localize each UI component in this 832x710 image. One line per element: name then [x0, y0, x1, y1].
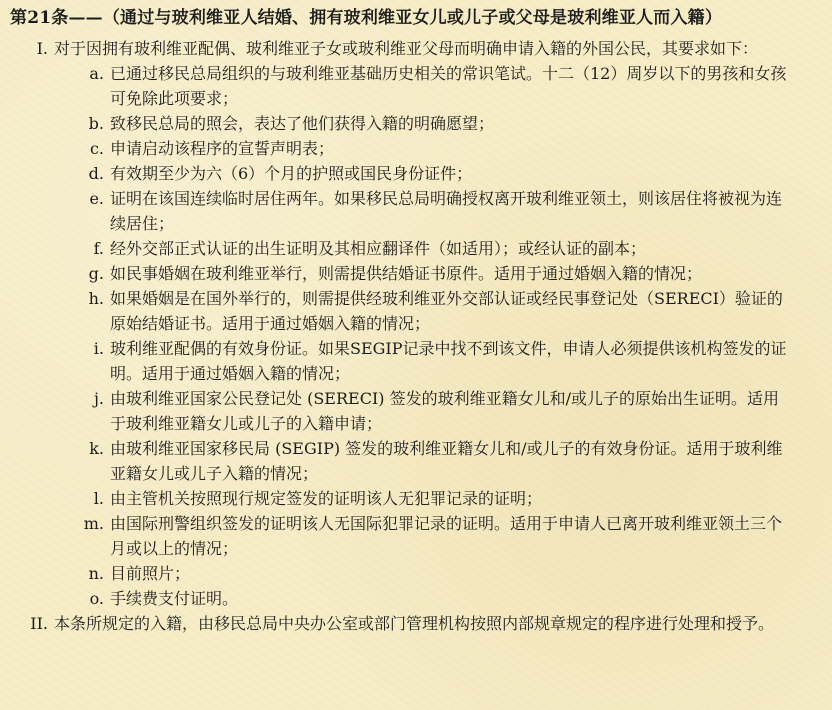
list-item-text: 有效期至少为六（6）个月的护照或国民身份证件； [110, 164, 473, 183]
list-item-text: 致移民总局的照会，表达了他们获得入籍的明确愿望； [110, 114, 495, 133]
list-item-n [10, 561, 822, 586]
list-item-o [10, 586, 822, 611]
list-item-letter: k. [89, 439, 104, 458]
list-item-letter: i. [93, 339, 104, 358]
list-item-g [10, 261, 822, 286]
list-item-letter: b. [88, 114, 104, 133]
article-title: 第21条——（通过与玻利维亚人结婚、拥有玻利维亚女儿或儿子或父母是玻利维亚人而入籍） [10, 8, 723, 28]
list-item-text: 玻利维亚配偶的有效身份证。如果SEGIP记录中找不到该文件，申请人必须提供该机构签发的证明。适用于通过婚姻入籍的情况； [110, 339, 787, 383]
list-item-text: 如果婚姻是在国外举行的，则需提供经玻利维亚外交部认证或经民事登记处（SERECI）验证的原始结婚证书。适用于通过婚姻入籍的情况； [110, 289, 783, 333]
list-item-c [10, 136, 822, 161]
list-item-text: 申请启动该程序的宣誓声明表； [110, 139, 335, 158]
list-item-f [10, 236, 822, 261]
list-item-letter: h. [88, 289, 104, 308]
list-item-text: 由玻利维亚国家移民局 (SEGIP) 签发的玻利维亚籍女儿和/或儿子的有效身份证。适用于玻利维亚籍女儿或儿子入籍的情况； [110, 439, 783, 483]
list-item-a [10, 61, 822, 111]
list-item-letter: c. [89, 139, 104, 158]
list-item-letter: a. [89, 64, 104, 83]
list-item-letter: e. [89, 189, 104, 208]
list-item-k [10, 436, 822, 486]
list-item-j [10, 386, 822, 436]
list-item-d [10, 161, 822, 186]
clause-1 [10, 36, 822, 61]
list-item-text: 由玻利维亚国家公民登记处 (SERECI) 签发的玻利维亚籍女儿和/或儿子的原始出生证明。适用于玻利维亚籍女儿或儿子的入籍申请； [110, 389, 779, 433]
list-item-text: 由国际刑警组织签发的证明该人无国际犯罪记录的证明。适用于申请人已离开玻利维亚领土三个月或以上的情况； [110, 514, 783, 558]
list-item-letter: f. [93, 239, 104, 258]
list-item-letter: o. [89, 589, 104, 608]
list-item-text: 如民事婚姻在玻利维亚举行，则需提供结婚证书原件。适用于通过婚姻入籍的情况； [110, 264, 703, 283]
list-item-letter: d. [88, 164, 104, 183]
list-item-text: 已通过移民总局组织的与玻利维亚基础历史相关的常识笔试。十二（12）周岁以下的男孩和女孩可免除此项要求； [110, 64, 787, 108]
list-item-text: 证明在该国连续临时居住两年。如果移民总局明确授权离开玻利维亚领土，则该居住将被视为连续居住； [110, 189, 783, 233]
list-item-letter: l. [93, 489, 104, 508]
list-item-l [10, 486, 822, 511]
list-item-text: 手续费支付证明。 [110, 589, 239, 608]
list-item-m [10, 511, 822, 561]
list-item-text: 由主管机关按照现行规定签发的证明该人无犯罪记录的证明； [110, 489, 543, 508]
list-item-e [10, 186, 822, 236]
list-item-i [10, 336, 822, 386]
list-item-h [10, 286, 822, 336]
list-item-text: 经外交部正式认证的出生证明及其相应翻译件（如适用）；或经认证的副本； [110, 239, 647, 258]
list-item-letter: g. [88, 264, 104, 283]
clause-2-number: II. [30, 614, 48, 633]
list-item-b [10, 111, 822, 136]
clause-2-text: 本条所规定的入籍，由移民总局中央办公室或部门管理机构按照内部规章规定的程序进行处理和授予。 [54, 614, 775, 633]
clause-1-intro: 对于因拥有玻利维亚配偶、玻利维亚子女或玻利维亚父母而明确申请入籍的外国公民，其要求如下： [54, 39, 759, 58]
list-item-letter: m. [83, 514, 104, 533]
requirements-list [10, 61, 822, 611]
list-item-letter: j. [93, 389, 104, 408]
list-item-text: 目前照片； [110, 564, 191, 583]
clause-2 [10, 611, 822, 636]
list-item-letter: n. [88, 564, 104, 583]
clause-1-number: I. [36, 39, 48, 58]
